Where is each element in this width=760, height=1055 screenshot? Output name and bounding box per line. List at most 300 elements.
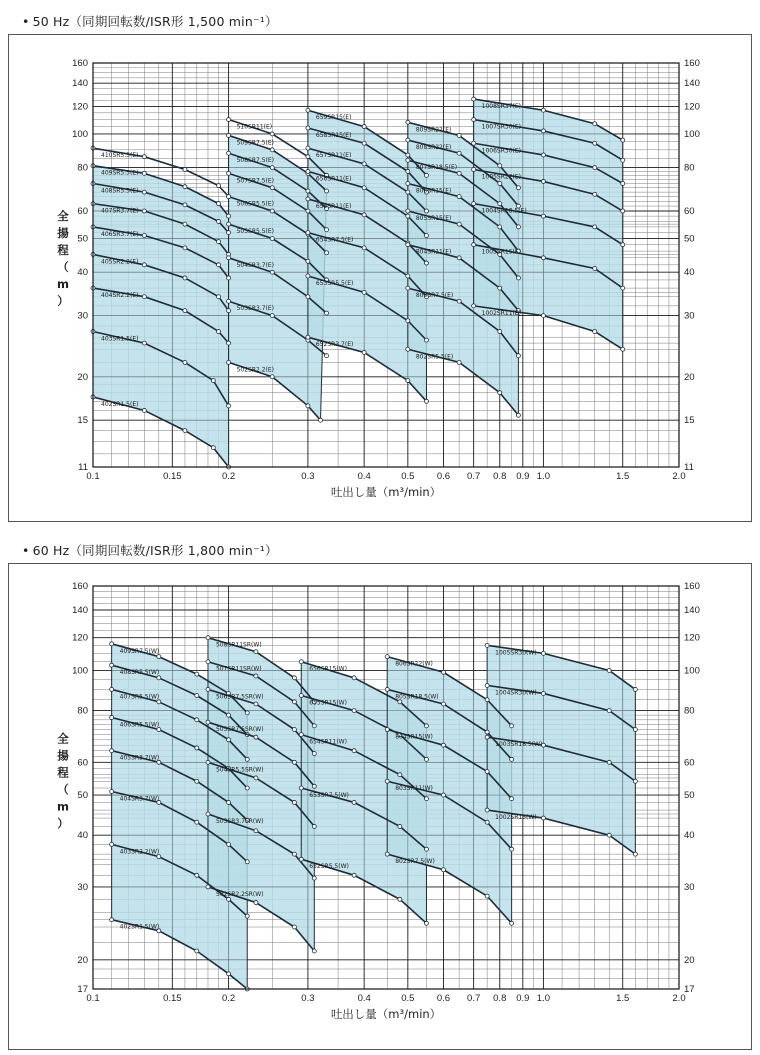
model-label: 1005SR30(W) — [495, 649, 537, 657]
model-label: 505SR5.5(E) — [236, 228, 275, 236]
curve-point — [621, 138, 625, 142]
model-label: 504SR3.7(E) — [236, 261, 275, 269]
model-label: 409SR5.5(E) — [101, 169, 139, 177]
model-label: 502SR2.2(E) — [236, 366, 275, 374]
model-label: 405SR2.2(E) — [101, 258, 139, 266]
model-label: 1004SR30(W) — [495, 689, 537, 697]
curve-point — [206, 660, 210, 664]
curve-point — [227, 256, 231, 260]
curve-point — [424, 261, 428, 265]
y-axis-title-char: ） — [57, 294, 69, 308]
curve-point — [217, 263, 221, 267]
curve-point — [227, 713, 231, 717]
model-label: 407SR5.5(W) — [119, 693, 160, 701]
x-tick-label: 0.15 — [163, 993, 182, 1004]
y-axis-title-char: m — [57, 799, 69, 814]
curve-point — [227, 118, 231, 122]
curve-point — [299, 857, 303, 861]
curve-point — [406, 181, 410, 185]
curve-point — [633, 728, 637, 732]
curve-point — [110, 663, 114, 667]
curve-point — [227, 341, 231, 345]
model-label: 509SR7.5(E) — [236, 139, 275, 147]
curve-point — [498, 391, 502, 395]
curve-point — [254, 776, 258, 780]
model-label: 404SR3.7(W) — [119, 795, 160, 803]
curve-point — [406, 158, 410, 162]
curve-point — [270, 148, 274, 152]
curve-point — [541, 816, 545, 820]
y-tick-label-right: 80 — [684, 705, 695, 717]
model-label: 656SR11(E) — [315, 175, 352, 183]
y-tick-label-right: 30 — [684, 310, 695, 322]
curve-point — [362, 186, 366, 190]
model-label: 805SR18.5(W) — [395, 693, 439, 701]
curve-point — [195, 672, 199, 676]
curve-point — [472, 202, 476, 206]
curve-point — [227, 842, 231, 846]
curve-point — [406, 286, 410, 290]
model-label: 655SR15(W) — [309, 699, 347, 707]
curve-point — [406, 120, 410, 124]
curve-point — [325, 311, 329, 315]
curve-point — [541, 108, 545, 112]
model-label: 1003SR18.5(W) — [495, 741, 543, 749]
curve-point — [424, 724, 428, 728]
y-tick-label-right: 50 — [684, 790, 695, 802]
curve-point — [457, 360, 461, 364]
curve-point — [183, 167, 187, 171]
curve-point — [306, 126, 310, 130]
curve-point — [183, 309, 187, 313]
curve-point — [385, 852, 389, 856]
curve-point — [217, 295, 221, 299]
curve-point — [270, 314, 274, 318]
y-tick-label-right: 40 — [684, 830, 695, 842]
model-label: 405SR3.7(W) — [119, 754, 160, 762]
curve-point — [227, 171, 231, 175]
curve-point — [541, 153, 545, 157]
x-tick-label: 0.9 — [516, 993, 530, 1004]
curve-point — [227, 738, 231, 742]
curve-point — [541, 691, 545, 695]
x-tick-label: 0.3 — [301, 993, 315, 1004]
model-label: 656SR15(W) — [309, 665, 347, 673]
curve-point — [406, 274, 410, 278]
y-tick-label-right: 140 — [684, 78, 700, 90]
curve-point — [195, 820, 199, 824]
y-tick-label-right: 15 — [684, 415, 695, 427]
y-tick-label-left: 100 — [72, 665, 88, 677]
curve-point — [206, 720, 210, 724]
curve-point — [457, 151, 461, 155]
caption-50hz-text: 50 Hz（同期回転数/ISR形 1,500 min⁻¹） — [32, 14, 278, 29]
curve-point — [485, 698, 489, 702]
curve-point — [485, 730, 489, 734]
curve-point — [183, 203, 187, 207]
curve-point — [441, 743, 445, 747]
curve-point — [441, 670, 445, 674]
curve-point — [472, 97, 476, 101]
curve-point — [195, 694, 199, 698]
curve-point — [245, 757, 249, 761]
model-label: 506SR5.5(E) — [236, 200, 275, 208]
model-label: 654SR7.5(E) — [315, 236, 354, 244]
curve-point — [472, 141, 476, 145]
curve-point — [472, 167, 476, 171]
curve-point — [195, 746, 199, 750]
curve-point — [183, 246, 187, 250]
curve-point — [211, 446, 215, 450]
model-label: 404SR2.2(E) — [101, 292, 139, 300]
curve-point — [142, 171, 146, 175]
curve-point — [227, 151, 231, 155]
x-tick-labels — [86, 471, 685, 482]
x-tick-label: 1.0 — [536, 993, 551, 1004]
curve-point — [195, 718, 199, 722]
curve-point — [485, 820, 489, 824]
curve-point — [142, 209, 146, 213]
y-axis-title-char: 揚 — [57, 748, 69, 763]
model-label: 806SR15(E) — [415, 187, 452, 195]
curve-point — [621, 347, 625, 351]
curve-point — [227, 231, 231, 235]
y-tick-label-left: 50 — [77, 233, 88, 245]
y-tick-label-left: 30 — [77, 310, 88, 322]
curve-point — [306, 274, 310, 278]
y-tick-label-right: 11 — [684, 462, 694, 473]
curve-point — [593, 141, 597, 145]
x-tick-label: 0.7 — [467, 471, 481, 482]
curve-point — [306, 108, 310, 112]
curve-point — [621, 158, 625, 162]
curve-point — [254, 702, 258, 706]
x-tick-label: 0.1 — [86, 993, 100, 1004]
curve-point — [362, 162, 366, 166]
curve-point — [312, 876, 316, 880]
model-label: 407SR3.7(E) — [101, 207, 139, 215]
model-label: 808SR22(E) — [415, 144, 452, 152]
x-tick-label: 0.3 — [301, 471, 315, 482]
y-tick-label-left: 50 — [77, 790, 88, 802]
curve-point — [593, 122, 597, 126]
x-tick-labels — [86, 993, 685, 1004]
curve-point — [621, 286, 625, 290]
curve-point — [541, 651, 545, 655]
curve-point — [306, 155, 310, 159]
curve-point — [183, 222, 187, 226]
y-tick-label-right: 120 — [684, 632, 700, 644]
model-label: 652SR3.7(E) — [315, 341, 354, 349]
curve-point — [472, 243, 476, 247]
curve-point — [157, 676, 161, 680]
curve-point — [607, 709, 611, 713]
curve-point — [621, 243, 625, 247]
curve-point — [485, 643, 489, 647]
curve-point — [227, 214, 231, 218]
curve-point — [352, 676, 356, 680]
x-tick-label: 0.2 — [221, 471, 236, 482]
curve-point — [510, 847, 514, 851]
curve-point — [206, 812, 210, 816]
y-tick-label-left: 80 — [77, 162, 88, 174]
chart-60hz — [9, 564, 751, 1049]
y-tick-label-left: 40 — [77, 267, 88, 279]
y-tick-label-left: 20 — [77, 371, 88, 383]
model-label: 804SR11(E) — [415, 248, 452, 256]
y-tick-label-right: 60 — [684, 206, 695, 218]
model-label: 409SR7.5(W) — [119, 647, 160, 655]
curve-point — [352, 873, 356, 877]
curve-point — [292, 925, 296, 929]
model-label: 802SR5.5(E) — [415, 353, 454, 361]
y-tick-label-right: 60 — [684, 757, 695, 769]
y-tick-label-left: 140 — [72, 605, 88, 617]
y-tick-label-right: 80 — [684, 162, 695, 174]
curve-point — [457, 133, 461, 137]
curve-point — [541, 214, 545, 218]
curve-point — [498, 164, 502, 168]
curve-point — [254, 650, 258, 654]
model-label: 505SR7.5SR(W) — [215, 726, 264, 734]
model-label: 1005SR22(E) — [481, 173, 522, 181]
x-tick-label: 2.0 — [672, 471, 686, 482]
x-tick-label: 0.4 — [357, 993, 371, 1004]
curve-point — [593, 225, 597, 229]
curve-point — [195, 949, 199, 953]
curve-point — [142, 408, 146, 412]
curve-point — [217, 184, 221, 188]
curve-point — [227, 309, 231, 313]
curve-point — [211, 379, 215, 383]
model-label: 410SR5.5(E) — [101, 152, 139, 160]
y-axis-title-char: 程 — [57, 765, 69, 780]
curve-point — [362, 141, 366, 145]
curve-point — [110, 918, 114, 922]
y-tick-label-right: 50 — [684, 233, 695, 245]
model-label: 653SR5.5(E) — [315, 280, 354, 288]
model-label: 803SR11(W) — [395, 785, 433, 793]
curve-point — [270, 186, 274, 190]
curve-point — [227, 800, 231, 804]
curve-point — [110, 842, 114, 846]
curve-point — [270, 237, 274, 241]
model-label: 403SR1.5(E) — [101, 335, 139, 343]
curve-point — [319, 418, 323, 422]
curve-point — [292, 760, 296, 764]
y-tick-label-left: 30 — [77, 881, 88, 893]
model-label: 657SR11(E) — [315, 152, 352, 160]
curve-point — [541, 314, 545, 318]
x-tick-label: 0.9 — [516, 471, 530, 482]
curve-point — [498, 202, 502, 206]
curve-point — [292, 700, 296, 704]
y-tick-label-left: 15 — [77, 415, 88, 427]
y-axis-title — [57, 732, 69, 831]
curve-point — [312, 724, 316, 728]
curve-point — [312, 784, 316, 788]
curve-point — [424, 338, 428, 342]
y-tick-label-left: 160 — [72, 58, 88, 69]
curve-point — [424, 234, 428, 238]
curve-point — [245, 786, 249, 790]
y-tick-label-left: 60 — [77, 757, 88, 769]
curve-point — [510, 921, 514, 925]
model-label: 1006SR30(E) — [481, 147, 522, 155]
model-label: 1002SR11(E) — [481, 309, 522, 317]
model-label: 807SR18.5(E) — [415, 164, 458, 172]
y-tick-label-left: 40 — [77, 830, 88, 842]
x-tick-label: 0.5 — [401, 993, 415, 1004]
curve-point — [245, 914, 249, 918]
curve-point — [633, 687, 637, 691]
model-label: 1002SR15(W) — [495, 814, 537, 822]
curve-point — [607, 668, 611, 672]
curve-point — [485, 735, 489, 739]
curve-point — [217, 219, 221, 223]
model-label: 654SR11(W) — [309, 738, 347, 746]
curve-point — [441, 793, 445, 797]
curve-point — [385, 655, 389, 659]
curve-point — [254, 829, 258, 833]
curve-point — [142, 341, 146, 345]
curve-point — [441, 702, 445, 706]
chart-50hz — [9, 35, 751, 521]
curve-point — [306, 295, 310, 299]
curve-point — [195, 779, 199, 783]
x-tick-label: 1.5 — [616, 993, 630, 1004]
curve-point — [498, 225, 502, 229]
curve-point — [406, 347, 410, 351]
model-label: 805SR15(E) — [415, 215, 452, 223]
curve-point — [516, 276, 520, 280]
curve-point — [398, 773, 402, 777]
y-tick-label-right: 30 — [684, 881, 695, 893]
model-label: 502SR2.2SR(W) — [215, 890, 264, 898]
curve-point — [306, 146, 310, 150]
curve-point — [385, 728, 389, 732]
curve-point — [621, 181, 625, 185]
x-axis-title: 吐出し量（m³/min） — [330, 485, 442, 499]
curve-point — [270, 132, 274, 136]
y-tick-label-right: 100 — [684, 128, 700, 140]
model-label: 1003SR15(E) — [481, 248, 522, 256]
curve-point — [325, 228, 329, 232]
y-tick-label-left: 20 — [77, 954, 88, 966]
curve-point — [516, 413, 520, 417]
curve-point — [217, 330, 221, 334]
curve-point — [206, 760, 210, 764]
curve-point — [306, 169, 310, 173]
curve-point — [516, 186, 520, 190]
x-tick-label: 0.7 — [467, 993, 481, 1004]
curve-point — [217, 240, 221, 244]
curve-point — [362, 213, 366, 217]
y-tick-label-right: 17 — [684, 984, 695, 995]
curve-point — [312, 752, 316, 756]
curve-point — [424, 847, 428, 851]
y-axis-title-char: （ — [57, 782, 69, 797]
curve-point — [406, 379, 410, 383]
curve-point — [312, 824, 316, 828]
curve-point — [498, 330, 502, 334]
caption-50hz — [22, 12, 278, 30]
curve-point — [593, 330, 597, 334]
curve-point — [485, 808, 489, 812]
curve-point — [270, 166, 274, 170]
y-tick-label-right: 40 — [684, 267, 695, 279]
y-tick-label-left: 140 — [72, 78, 88, 90]
curve-point — [498, 286, 502, 290]
curve-point — [385, 779, 389, 783]
model-label: 507SR7.5(E) — [236, 177, 275, 185]
curve-point — [362, 290, 366, 294]
curve-point — [621, 209, 625, 213]
model-label: 803SR7.5(E) — [415, 292, 454, 300]
x-tick-label: 0.5 — [401, 471, 415, 482]
x-tick-label: 0.1 — [86, 471, 100, 482]
y-axis-title-char: （ — [57, 260, 69, 274]
curve-point — [299, 660, 303, 664]
curve-point — [406, 169, 410, 173]
model-label: 408SR5.5(W) — [119, 669, 160, 677]
curve-point — [292, 676, 296, 680]
curve-point — [541, 179, 545, 183]
curve-point — [110, 687, 114, 691]
curve-point — [142, 190, 146, 194]
model-label: 408SR5.5(E) — [101, 187, 139, 195]
y-tick-label-left: 60 — [77, 206, 88, 218]
x-axis-title: 吐出し量（m³/min） — [330, 1007, 442, 1021]
y-axis-title — [57, 209, 69, 308]
curve-point — [516, 354, 520, 358]
curve-point — [457, 171, 461, 175]
model-label: 507SR11SR(W) — [215, 665, 262, 673]
caption-60hz-text: 60 Hz（同期回転数/ISR形 1,800 min⁻¹） — [32, 543, 278, 558]
y-axis-title-char: 揚 — [57, 226, 69, 240]
curve-point — [299, 786, 303, 790]
y-tick-label-left: 120 — [72, 632, 88, 644]
model-label: 402SR1.5(W) — [119, 923, 160, 931]
curve-point — [406, 319, 410, 323]
curve-point — [245, 711, 249, 715]
bullet: • — [22, 543, 30, 558]
curve-point — [593, 192, 597, 196]
y-tick-label-left: 100 — [72, 128, 88, 140]
model-label: 503SR3.7(E) — [236, 305, 275, 313]
y-tick-label-right: 20 — [684, 954, 695, 966]
curve-point — [306, 259, 310, 263]
curve-point — [457, 195, 461, 199]
x-tick-label: 0.8 — [493, 993, 507, 1004]
curve-point — [206, 636, 210, 640]
curve-point — [406, 209, 410, 213]
curve-point — [312, 949, 316, 953]
curve-point — [406, 214, 410, 218]
curve-point — [142, 295, 146, 299]
y-tick-label-left: 17 — [77, 984, 88, 995]
model-label: 653SR7.5(W) — [309, 792, 349, 800]
curve-point — [385, 687, 389, 691]
x-tick-label: 0.6 — [436, 471, 451, 482]
curve-point — [362, 350, 366, 354]
y-tick-label-right: 160 — [684, 58, 700, 69]
y-axis-title-char: ） — [57, 816, 69, 831]
y-axis-title-char: 程 — [57, 243, 69, 257]
curve-point — [306, 335, 310, 339]
curve-point — [195, 873, 199, 877]
model-label: 652SR5.5(W) — [309, 863, 349, 871]
